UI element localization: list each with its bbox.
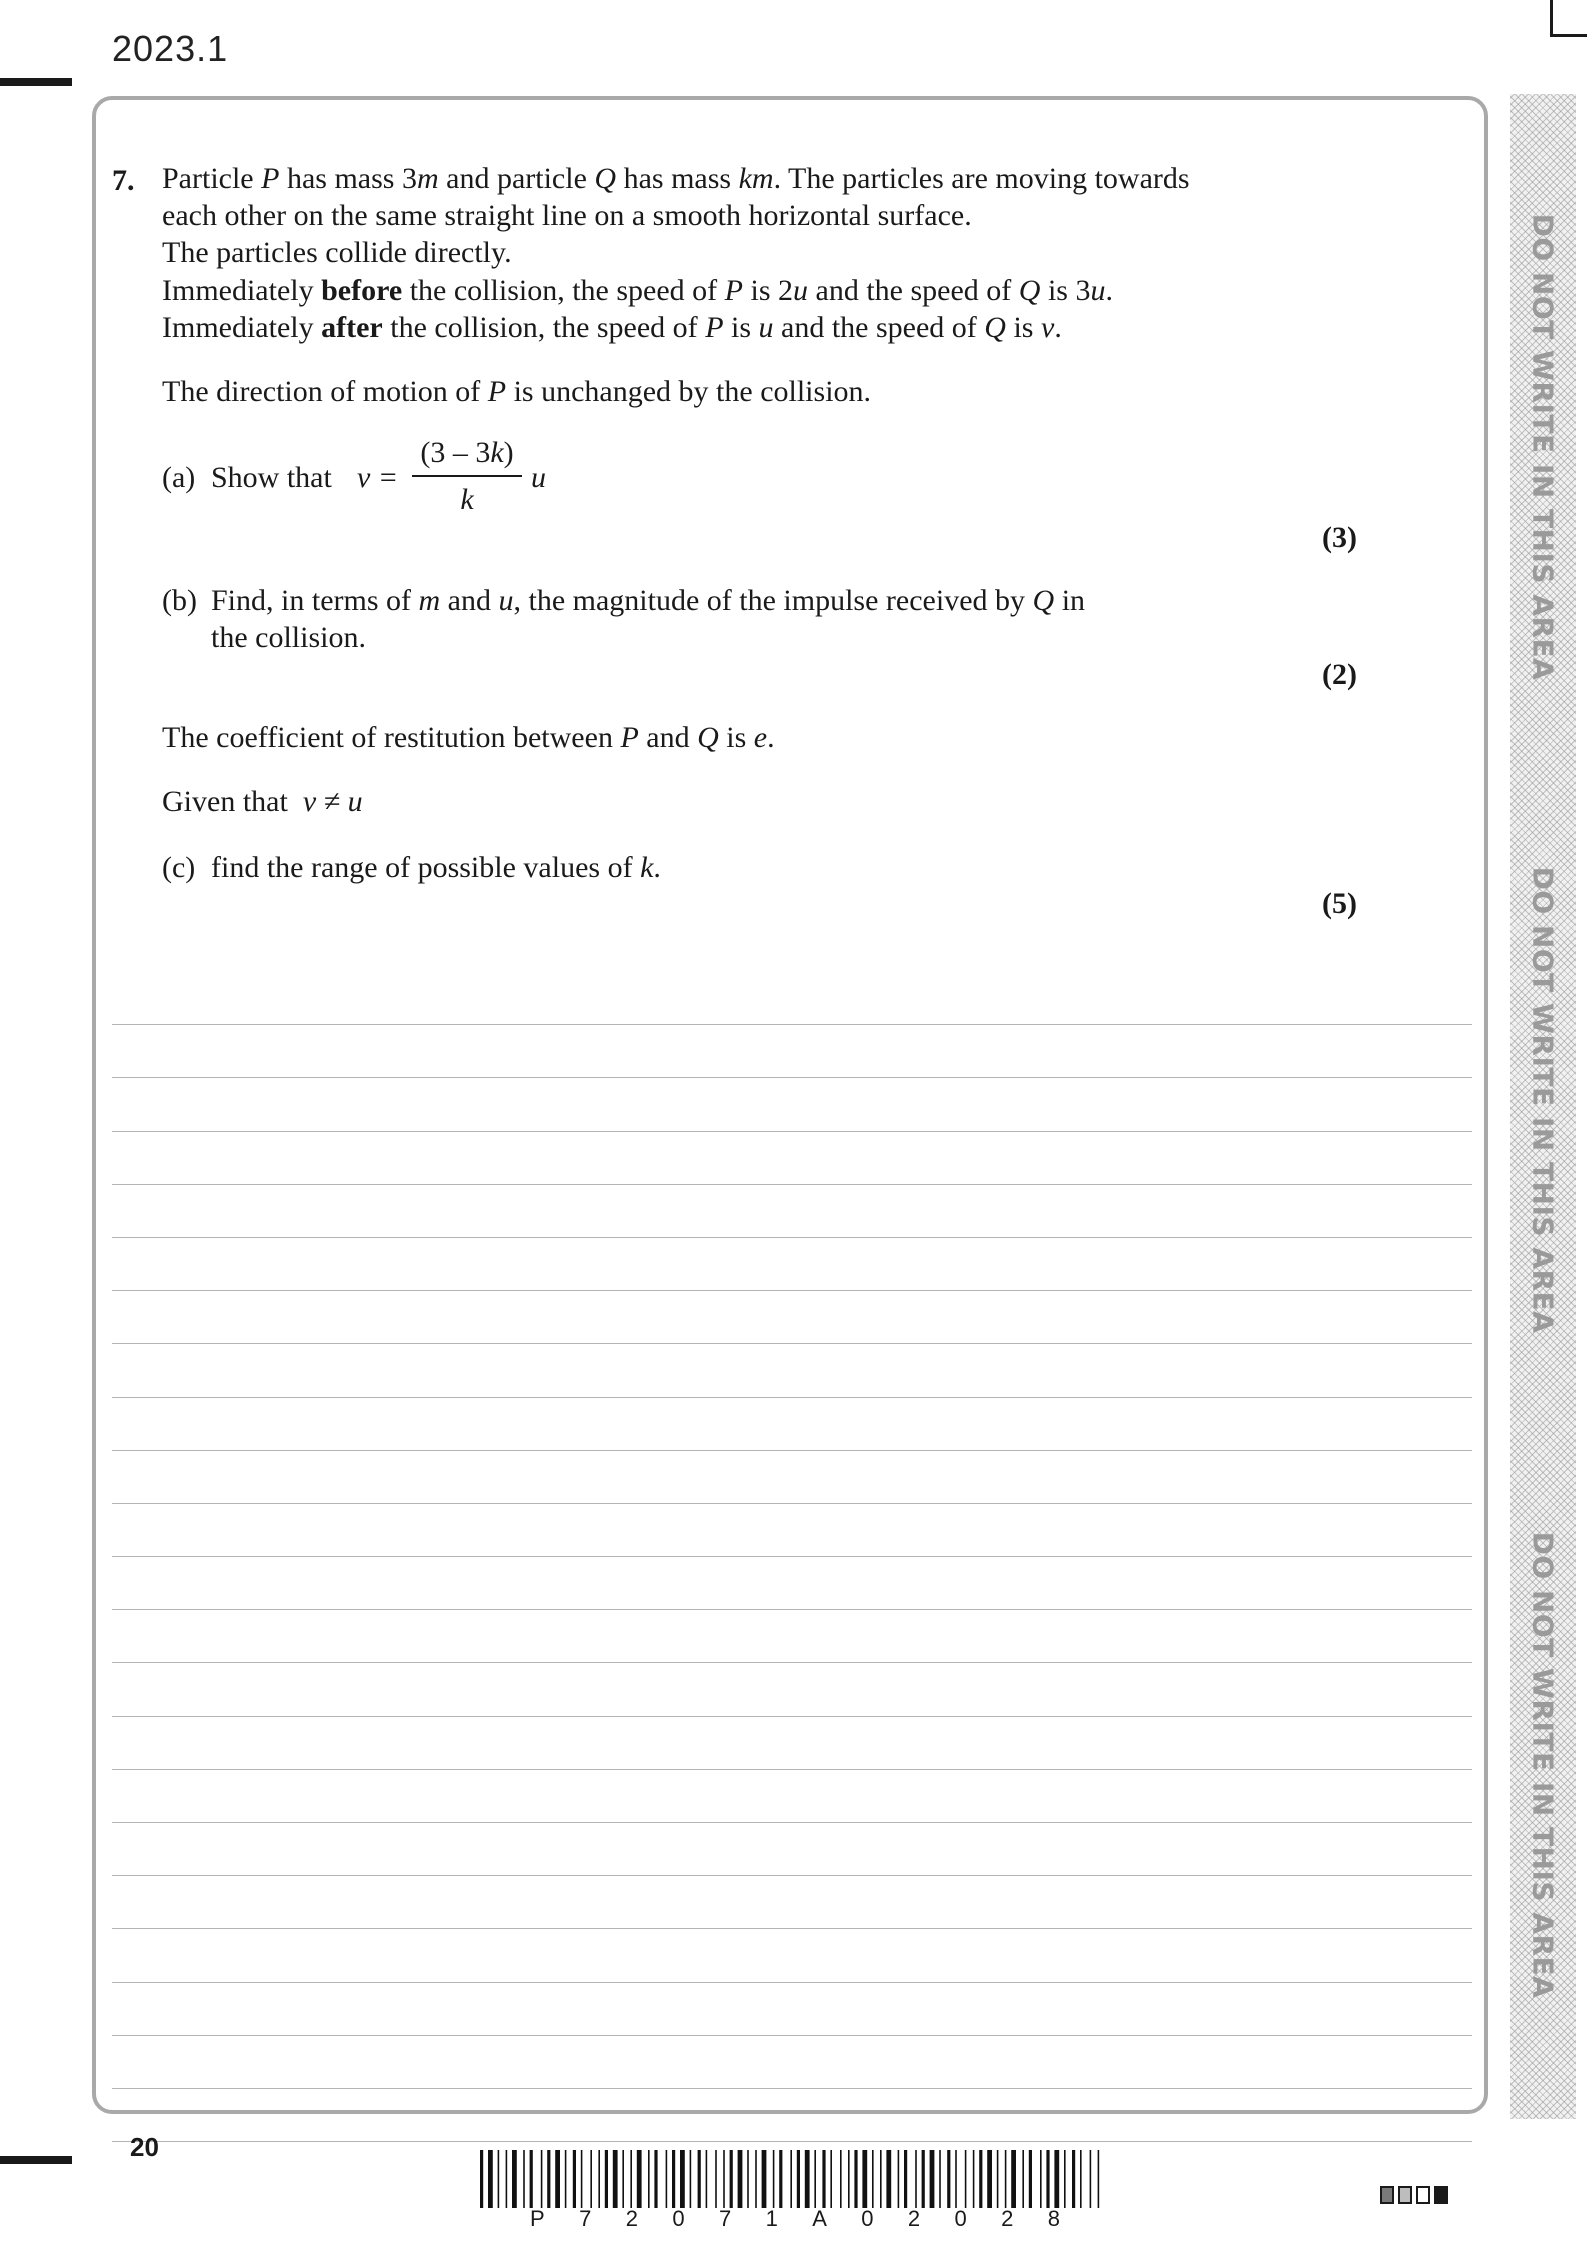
do-not-write-notice: DO NOT WRITE IN THIS AREA — [1526, 1531, 1560, 1999]
question-intro-line: The particles collide directly. — [162, 236, 512, 269]
part-a-label: (a) — [162, 461, 196, 494]
barcode-bar — [922, 2150, 925, 2208]
barcode-bar — [904, 2150, 907, 2208]
marker-box — [1434, 2186, 1448, 2204]
barcode-bar — [706, 2150, 708, 2208]
barcode-bar — [1011, 2150, 1016, 2208]
corner-crop-mark — [1550, 0, 1587, 37]
barcode-bar — [680, 2150, 685, 2208]
do-not-write-notice: DO NOT WRITE IN THIS AREA — [1526, 866, 1560, 1334]
barcode-bar — [698, 2150, 701, 2208]
part-c-label: (c) — [162, 851, 196, 884]
barcode-bar — [630, 2150, 632, 2208]
barcode-bar — [480, 2150, 483, 2208]
question-number: 7. — [112, 164, 135, 197]
barcode-bar — [547, 2150, 550, 2208]
answer-line[interactable] — [112, 1823, 1472, 1876]
barcode-bar — [613, 2150, 618, 2208]
answer-line[interactable] — [112, 1557, 1472, 1610]
barcode-bar — [830, 2150, 832, 2208]
question-intro-line: The direction of motion of P is unchanged by the collision. — [162, 375, 872, 408]
barcode-bar — [605, 2150, 608, 2208]
answer-line[interactable] — [112, 1610, 1472, 1663]
barcode-bar — [965, 2150, 967, 2208]
part-a-rhs: u — [531, 461, 546, 494]
part-c-text: find the range of possible values of k. — [211, 851, 661, 884]
barcode-bar — [590, 2150, 592, 2208]
barcode-bar — [488, 2150, 493, 2208]
answer-line[interactable] — [112, 1663, 1472, 1716]
barcode-bar — [1098, 2150, 1100, 2208]
restitution-statement: The coefficient of restitution between P and Q is e. — [162, 721, 775, 754]
edge-mark-bottom — [0, 2156, 72, 2164]
barcode-char: 0 — [954, 2206, 967, 2231]
barcode-bar — [715, 2150, 717, 2208]
answer-line[interactable] — [112, 1504, 1472, 1557]
answer-area[interactable] — [112, 972, 1472, 2142]
barcode-char: P — [530, 2206, 545, 2231]
barcode-bar — [506, 2150, 508, 2208]
barcode-char: 0 — [861, 2206, 874, 2231]
page-marker-boxes — [1380, 2186, 1448, 2204]
barcode-bar — [1040, 2150, 1042, 2208]
edge-mark-top — [0, 78, 72, 86]
barcode-bar — [854, 2150, 857, 2208]
answer-line[interactable] — [112, 2036, 1472, 2089]
barcode-bar — [1005, 2150, 1007, 2208]
answer-line[interactable] — [112, 2089, 1472, 2142]
barcode-bar — [947, 2150, 950, 2208]
given-condition: Given that v ≠ u — [162, 785, 363, 818]
barcode-bar — [541, 2150, 543, 2208]
part-b-label: (b) — [162, 584, 197, 617]
barcode-bar — [898, 2150, 900, 2208]
barcode-bar — [1054, 2150, 1059, 2208]
barcode-bar — [512, 2150, 517, 2208]
barcode-bar — [747, 2150, 749, 2208]
barcode-char: 8 — [1047, 2206, 1060, 2231]
barcode-bar — [955, 2150, 957, 2208]
barcode — [480, 2150, 1100, 2208]
answer-line[interactable] — [112, 1132, 1472, 1185]
answer-line[interactable] — [112, 972, 1472, 1025]
barcode-bar — [773, 2150, 775, 2208]
barcode-char: 2 — [625, 2206, 638, 2231]
part-b-text: Find, in terms of m and u, the magnitude of the impulse received by Q in — [211, 584, 1086, 617]
fraction-bar — [412, 475, 522, 477]
answer-line[interactable] — [112, 1876, 1472, 1929]
barcode-bar — [637, 2150, 642, 2208]
barcode-bar — [762, 2150, 767, 2208]
part-a-lhs: v = — [357, 461, 399, 494]
answer-line[interactable] — [112, 1451, 1472, 1504]
barcode-bar — [797, 2150, 800, 2208]
barcode-bar — [973, 2150, 975, 2208]
barcode-bar — [822, 2150, 825, 2208]
barcode-bar — [1090, 2150, 1092, 2208]
barcode-bar — [573, 2150, 576, 2208]
part-b-text: the collision. — [211, 621, 366, 654]
barcode-bar — [555, 2150, 560, 2208]
page-number: 20 — [130, 2132, 159, 2162]
barcode-bar — [565, 2150, 567, 2208]
barcode-bar — [1064, 2150, 1066, 2208]
header-year: 2023.1 — [112, 28, 229, 69]
barcode-bar — [1029, 2150, 1032, 2208]
barcode-bar — [1080, 2150, 1082, 2208]
barcode-bar — [498, 2150, 500, 2208]
barcode-bar — [598, 2150, 600, 2208]
barcode-bar — [730, 2150, 733, 2208]
barcode-bar — [622, 2150, 624, 2208]
barcode-bar — [930, 2150, 935, 2208]
marker-box — [1416, 2186, 1430, 2204]
barcode-bar — [997, 2150, 999, 2208]
barcode-char: 7 — [579, 2206, 592, 2231]
marker-box — [1398, 2186, 1412, 2204]
part-c-marks: (5) — [1322, 887, 1357, 920]
barcode-bar — [939, 2150, 941, 2208]
part-a-marks: (3) — [1322, 521, 1357, 554]
barcode-bar — [840, 2150, 842, 2208]
answer-line[interactable] — [112, 1344, 1472, 1397]
answer-line[interactable] — [112, 1717, 1472, 1770]
question-intro-line: Immediately after the collision, the speed of P is u and the speed of Q is v. — [162, 311, 1062, 344]
barcode-bar — [848, 2150, 850, 2208]
barcode-text — [530, 2206, 1060, 2232]
barcode-bar — [805, 2150, 810, 2208]
barcode-bar — [790, 2150, 792, 2208]
answer-line[interactable] — [112, 1983, 1472, 2036]
barcode-bar — [1046, 2150, 1049, 2208]
barcode-bar — [814, 2150, 816, 2208]
barcode-char: A — [812, 2206, 827, 2231]
barcode-bar — [523, 2150, 525, 2208]
barcode-bar — [979, 2150, 982, 2208]
barcode-bar — [648, 2150, 650, 2208]
fraction-numerator: (3 – 3k) — [420, 436, 514, 469]
barcode-char: 2 — [907, 2206, 921, 2231]
barcode-bar — [1022, 2150, 1024, 2208]
answer-line[interactable] — [112, 1291, 1472, 1344]
barcode-bar — [779, 2150, 782, 2208]
marker-box — [1380, 2186, 1394, 2204]
barcode-bar — [654, 2150, 657, 2208]
barcode-bar — [862, 2150, 867, 2208]
fraction-denominator: k — [460, 483, 474, 516]
barcode-bar — [755, 2150, 757, 2208]
barcode-bar — [915, 2150, 917, 2208]
do-not-write-notice: DO NOT WRITE IN THIS AREA — [1526, 213, 1560, 681]
barcode-char: 1 — [765, 2206, 778, 2231]
barcode-bar — [872, 2150, 874, 2208]
barcode-char: 7 — [718, 2206, 732, 2231]
barcode-char: 2 — [1001, 2206, 1014, 2231]
barcode-char: 0 — [672, 2206, 685, 2231]
barcode-bar — [723, 2150, 725, 2208]
question-intro-line: Immediately before the collision, the speed of P is 2u and the speed of Q is 3u. — [162, 274, 1113, 307]
barcode-bar — [690, 2150, 692, 2208]
question-intro-line: Particle P has mass 3m and particle Q has mass km. The particles are moving towards — [162, 162, 1190, 195]
barcode-bar — [666, 2150, 668, 2208]
answer-line[interactable] — [112, 1025, 1472, 1078]
barcode-bar — [738, 2150, 743, 2208]
barcode-bar — [1072, 2150, 1075, 2208]
part-b-marks: (2) — [1322, 658, 1357, 691]
barcode-bar — [880, 2150, 882, 2208]
barcode-bar — [886, 2150, 891, 2208]
answer-line[interactable] — [112, 1078, 1472, 1131]
barcode-bar — [672, 2150, 675, 2208]
barcode-bar — [581, 2150, 583, 2208]
answer-line[interactable] — [112, 1929, 1472, 1982]
answer-line[interactable] — [112, 1398, 1472, 1451]
question-intro-line: each other on the same straight line on a smooth horizontal surface. — [162, 199, 972, 232]
answer-line[interactable] — [112, 1770, 1472, 1823]
barcode-bar — [987, 2150, 992, 2208]
answer-line[interactable] — [112, 1238, 1472, 1291]
part-a-text: Show that — [211, 461, 332, 494]
barcode-bar — [530, 2150, 533, 2208]
answer-line[interactable] — [112, 1185, 1472, 1238]
